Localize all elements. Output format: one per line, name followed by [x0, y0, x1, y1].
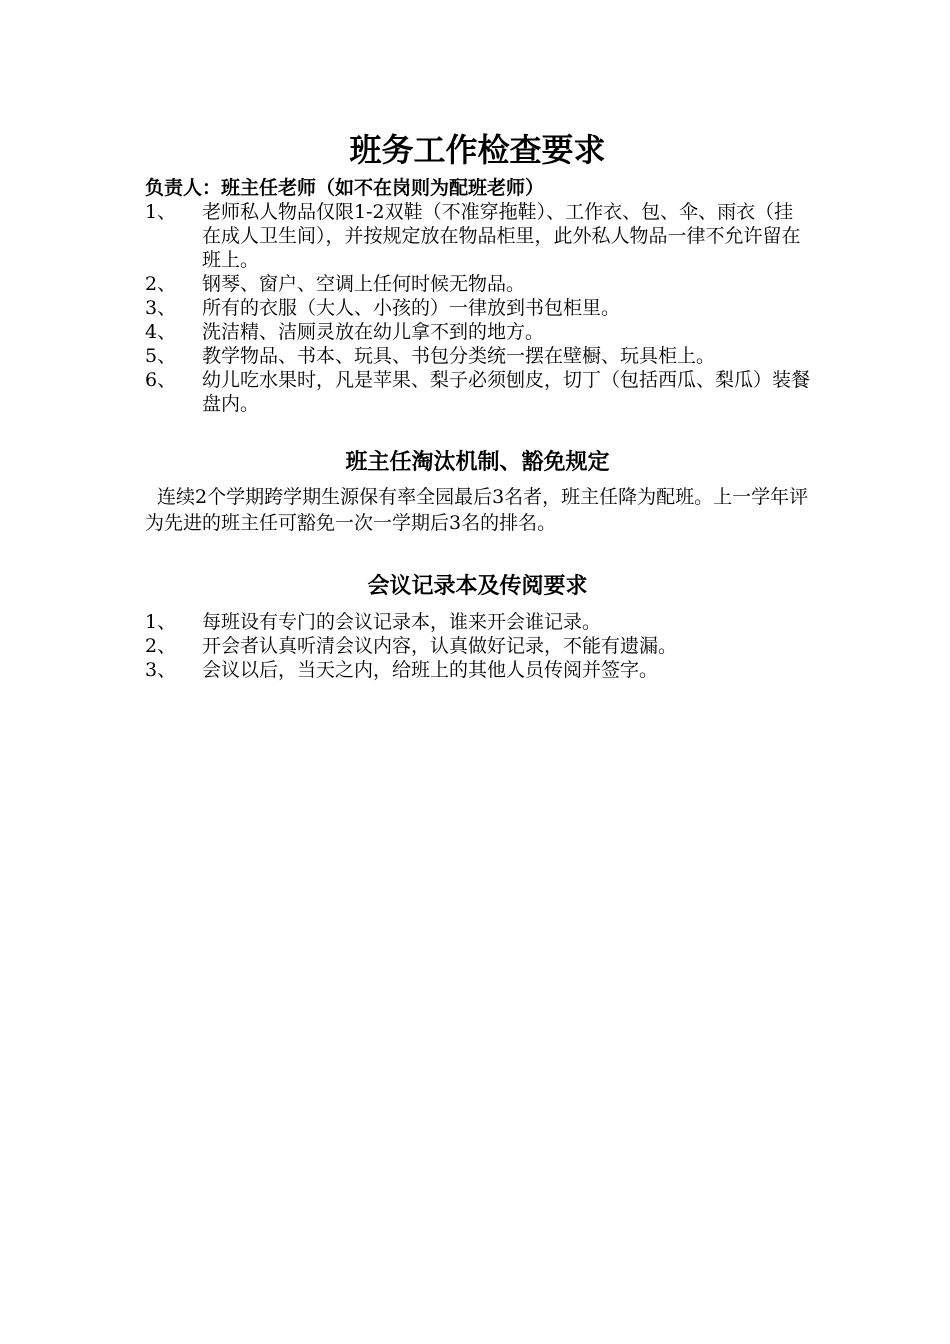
section2-title: 班主任淘汰机制、豁免规定 — [345, 450, 610, 475]
list-item — [145, 344, 810, 368]
section1-list — [145, 200, 810, 416]
item-text: 老师私人物品仅限1-2双鞋（不准穿拖鞋）、工作衣、包、伞、雨衣（挂在成人卫生间），并按规定放在物品柜里，此外私人物品一律不允许留在班上。 — [202, 201, 801, 271]
responsible-person: 负责人：班主任老师（如不在岗则为配班老师） — [145, 177, 545, 199]
item-number: 2、 — [145, 635, 177, 657]
section2-paragraph: 连续2个学期跨学期生源保有率全园最后3名者，班主任降为配班。上一学年评为先进的班主任可豁免一次一学期后3名的排名。 — [145, 486, 809, 534]
item-number: 2、 — [145, 273, 177, 295]
item-text: 会议以后，当天之内，给班上的其他人员传阅并签字。 — [202, 659, 659, 681]
item-number: 4、 — [145, 321, 177, 343]
item-text: 钢琴、窗户、空调上任何时候无物品。 — [202, 273, 526, 295]
document-page — [145, 126, 810, 682]
list-item — [145, 658, 810, 682]
section3-list — [145, 610, 810, 682]
list-item — [145, 320, 810, 344]
item-text: 幼儿吃水果时，凡是苹果、梨子必须刨皮，切丁（包括西瓜、梨瓜）装餐盘内。 — [202, 369, 811, 415]
item-number: 1、 — [145, 201, 177, 223]
list-item — [145, 296, 810, 320]
list-item — [145, 368, 810, 416]
list-item — [145, 610, 810, 634]
item-number: 3、 — [145, 297, 177, 319]
item-number: 5、 — [145, 345, 177, 367]
item-text: 教学物品、书本、玩具、书包分类统一摆在壁橱、玩具柜上。 — [202, 345, 716, 367]
item-number: 1、 — [145, 611, 177, 633]
item-number: 6、 — [145, 369, 177, 391]
item-text: 开会者认真听清会议内容，认真做好记录，不能有遗漏。 — [202, 635, 678, 657]
list-item — [145, 272, 810, 296]
item-number: 3、 — [145, 659, 177, 681]
item-text: 洗洁精、洁厕灵放在幼儿拿不到的地方。 — [202, 321, 545, 343]
section3-title: 会议记录本及传阅要求 — [367, 574, 588, 599]
list-item — [145, 200, 810, 272]
list-item — [145, 634, 810, 658]
document-title: 班务工作检查要求 — [349, 131, 606, 169]
item-text: 每班设有专门的会议记录本，谁来开会谁记录。 — [202, 611, 602, 633]
item-text: 所有的衣服（大人、小孩的）一律放到书包柜里。 — [202, 297, 621, 319]
